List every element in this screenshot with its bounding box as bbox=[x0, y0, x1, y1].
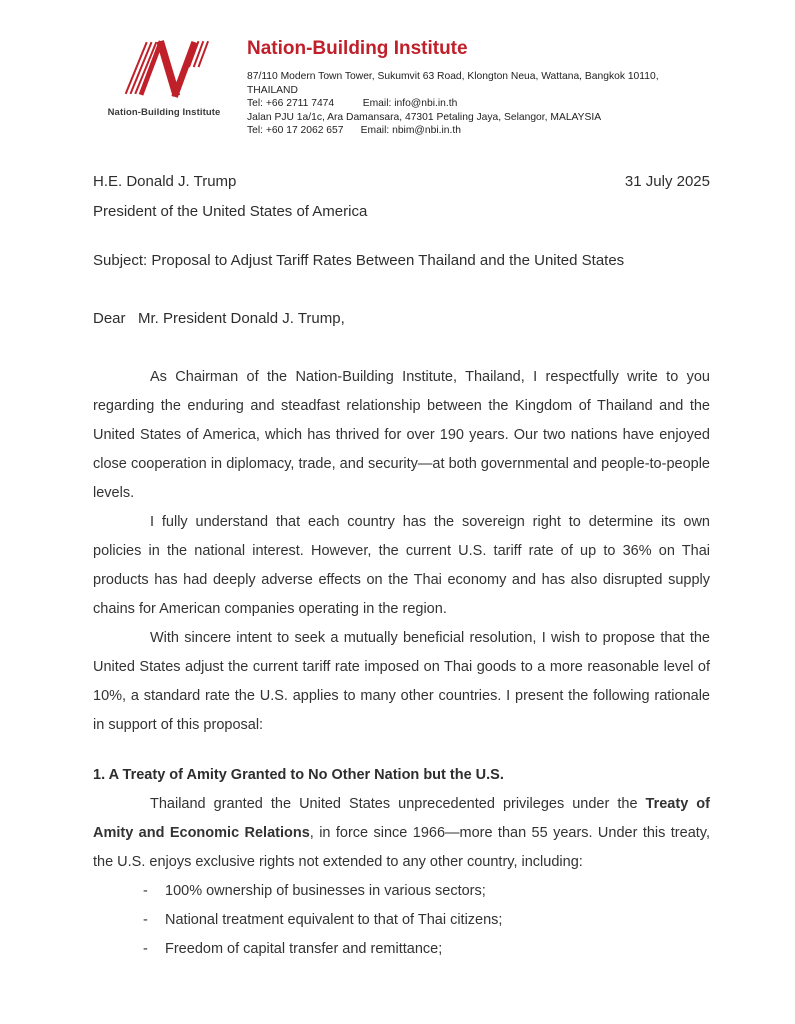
logo-caption: Nation-Building Institute bbox=[107, 107, 221, 118]
bullet-text: National treatment equivalent to that of Thai citizens; bbox=[165, 911, 503, 928]
treaty-name-bold: Treaty of Amity and Economic Relations bbox=[93, 795, 710, 841]
section-1-paragraph bbox=[93, 790, 710, 877]
org-title: Nation-Building Institute bbox=[247, 38, 468, 59]
bullet-list bbox=[93, 877, 710, 964]
bullet-item bbox=[93, 906, 710, 935]
section-1-para-after: , in force since 1966—more than 55 years. Under this treaty, the U.S. enjoys exclusive rights not extended to any other country, including: bbox=[93, 824, 710, 870]
address-thailand: 87/110 Modern Town Tower, Sukumvit 63 Road, Klongton Neua, Wattana, Bangkok 10110, THAILAND bbox=[247, 71, 662, 96]
address-malaysia: Jalan PJU 1a/1c, Ara Damansara, 47301 Petaling Jaya, Selangor, MALAYSIA bbox=[247, 111, 602, 123]
bullet-text: 100% ownership of businesses in various sectors; bbox=[165, 882, 486, 899]
bullet-text: Freedom of capital transfer and remittance; bbox=[165, 940, 443, 957]
recipient-name: H.E. Donald J. Trump bbox=[93, 172, 237, 190]
bullet-marker: - bbox=[143, 940, 148, 957]
paragraph-1: As Chairman of the Nation-Building Institute, Thailand, I respectfully write to you regarding the enduring and steadfast relationship between the Kingdom of Thailand and the United States of America, which has thrived for over 190 years. Our two nations have enjoyed close cooperation in diplomacy, trade, and security—at both governmental and people-to-people levels. bbox=[93, 368, 710, 501]
org-logo bbox=[105, 36, 223, 118]
section-1-heading: 1. A Treaty of Amity Granted to No Other Nation but the U.S. bbox=[93, 766, 504, 783]
paragraph-2: I fully understand that each country has the sovereign right to determine its own policies in the national interest. However, the current U.S. tariff rate of up to 36% on Thai products has had deeply adverse effects on the Thai economy and has also disrupted supply chains for American companies operating in the region. bbox=[93, 513, 710, 617]
salutation: Dear Mr. President Donald J. Trump, bbox=[93, 309, 345, 327]
paragraph-3: With sincere intent to seek a mutually beneficial resolution, I wish to propose that the United States adjust the current tariff rate imposed on Thai goods to a more reasonable level of 10%, a standard rate the U.S. applies to many other countries. I present the following rationale in support of this proposal: bbox=[93, 629, 710, 733]
subject-line: Subject: Proposal to Adjust Tariff Rates Between Thailand and the United States bbox=[93, 251, 625, 269]
bullet-marker: - bbox=[143, 882, 148, 899]
recipient-row bbox=[93, 173, 710, 190]
letterhead bbox=[93, 36, 710, 138]
contact-thailand: Tel: +66 2711 7474 Email: info@nbi.in.th bbox=[247, 98, 458, 109]
letterhead-text bbox=[247, 36, 710, 138]
section-1-para-before: Thailand granted the United States unprecedented privileges under the bbox=[150, 795, 646, 812]
bullet-item bbox=[93, 935, 710, 964]
contact-malaysia: Tel: +60 17 2062 657 Email: nbim@nbi.in.th bbox=[247, 125, 461, 136]
letter-date: 31 July 2025 bbox=[624, 172, 710, 190]
nbi-logo-icon bbox=[118, 36, 210, 100]
bullet-marker: - bbox=[143, 911, 148, 928]
letter-body bbox=[93, 363, 710, 964]
recipient-title: President of the United States of America bbox=[93, 202, 368, 220]
bullet-item bbox=[93, 877, 710, 906]
